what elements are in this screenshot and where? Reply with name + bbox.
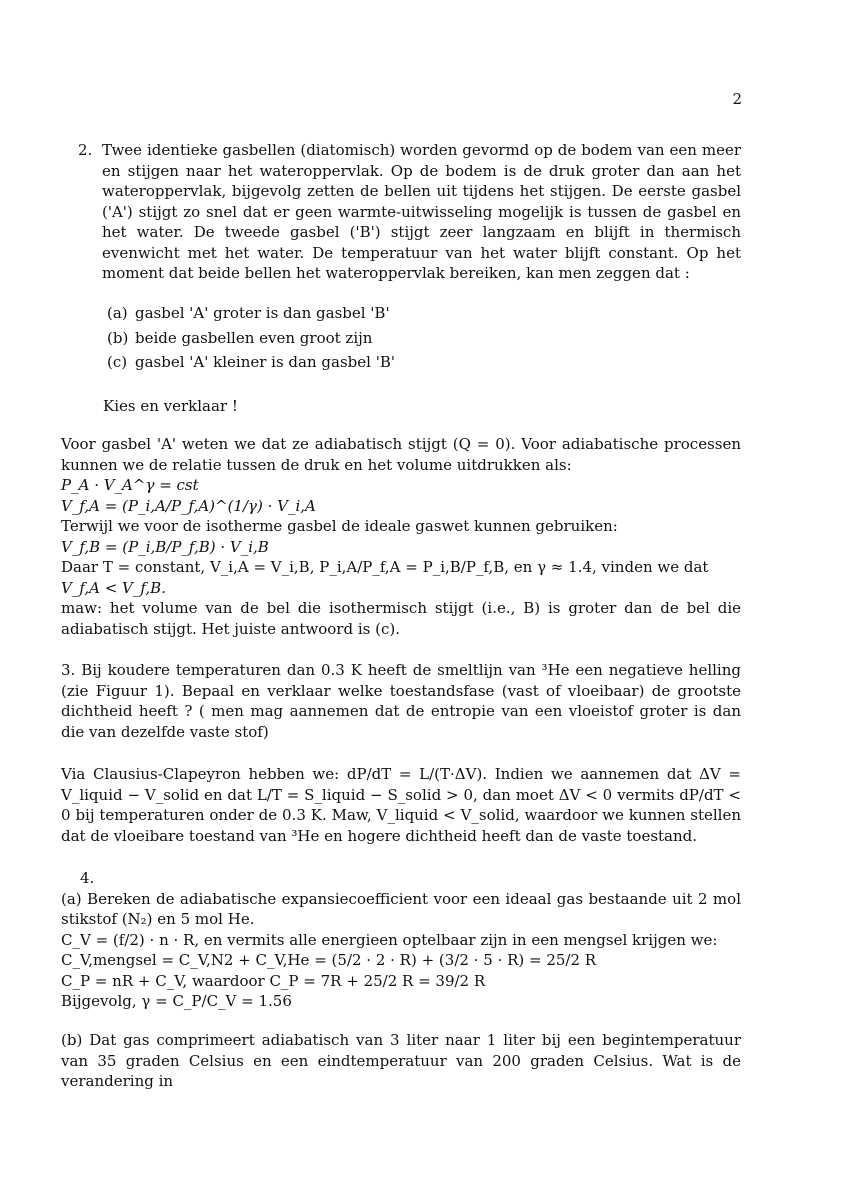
option-c-text: gasbel 'A' kleiner is dan gasbel 'B' <box>135 353 395 371</box>
answer-2-eq1: P_A · V_A^γ = cst <box>61 476 199 494</box>
answer-2-mid: Terwijl we voor de isotherme gasbel de ideale gaswet kunnen gebruiken: <box>61 517 618 535</box>
page-number: 2 <box>732 90 742 108</box>
answer-3: Via Clausius-Clapeyron hebben we: dP/dT = L/(T·ΔV). Indien we aannemen dat ΔV = V_liquid − V_solid en dat L/T = S_liquid − S_solid > 0, dan moet ΔV < 0 vermits dP/dT < 0 bij temperaturen onder de 0.3 K. Maw, V_liquid < V_solid, waardoor we kunnen stellen dat de vloeibare toestand van ³He en hogere dichtheid heeft dan de vaste toestand. <box>61 765 741 845</box>
option-c-label: (c) <box>107 353 128 371</box>
option-a <box>107 301 395 326</box>
question-3: 3. Bij koudere temperaturen dan 0.3 K heeft de smeltlijn van ³He een negatieve helling (zie Figuur 1). Bepaal en verklaar welke toestandsfase (vast of vloeibaar) de grootste dichtheid heeft ? ( men mag aannemen dat de entropie van een vloeistof groter is dan die van dezelfde vaste stof) <box>61 661 741 741</box>
question-2-number: 2. <box>78 141 93 159</box>
answer-2 <box>61 434 741 639</box>
option-a-label: (a) <box>107 304 128 322</box>
question-2-text: Twee identieke gasbellen (diatomisch) worden gevormd op de bodem van een meer en stijgen naar het wateroppervlak. Op de bodem is de druk groter dan aan het wateroppervlak, bijgevolg zetten de bellen uit tijdens het stijgen. De eerste gasbel ('A') stijgt zo snel dat er geen warmte-uitwisseling mogelijk is tussen de gasbel en het water. De tweede gasbel ('B') stijgt zeer langzaam en blijft in thermisch evenwicht met het water. De temperatuur van het water blijft constant. Op het moment dat beide bellen het wateroppervlak bereiken, kan men zeggen dat : <box>102 141 741 282</box>
option-c <box>107 350 395 375</box>
answer-2-eq3: V_f,B = (P_i,B/P_f,B) · V_i,B <box>61 537 269 556</box>
question-4a: (a) Bereken de adiabatische expansiecoefficient voor een ideaal gas bestaande uit 2 mol stikstof (N₂) en 5 mol He. <box>61 889 741 928</box>
answer-4a-cv-mix: C_V,mengsel = C_V,N2 + C_V,He = (5/2 · 2 · R) + (3/2 · 5 · R) = 25/2 R <box>61 951 597 969</box>
option-b-label: (b) <box>107 328 129 347</box>
answer-2-intro: Voor gasbel 'A' weten we dat ze adiabatisch stijgt (Q = 0). Voor adiabatische processen kunnen we de relatie tussen de druk en het volume uitdrukken als: <box>61 435 741 474</box>
question-4 <box>61 868 741 1012</box>
answer-4a-cv: C_V = (f/2) · n · R, en vermits alle energieen optelbaar zijn in een mengsel krijgen we: <box>61 930 718 949</box>
question-2 <box>78 140 741 284</box>
question-4b: (b) Dat gas comprimeert adiabatisch van 3 liter naar 1 liter bij een begintemperatuur van 35 graden Celsius en een eindtemperatuur van 200 graden Celsius. Wat is de verandering in <box>61 1031 741 1090</box>
question-4-number: 4. <box>80 869 95 887</box>
answer-2-eq4: V_f,A < V_f,B. <box>61 578 166 597</box>
answer-4a-cp: C_P = nR + C_V, waardoor C_P = 7R + 25/2 R = 39/2 R <box>61 971 486 990</box>
answer-2-eq2: V_f,A = (P_i,A/P_f,A)^(1/γ) · V_i,A <box>61 496 316 515</box>
option-b <box>107 326 395 351</box>
answer-2-daar: Daar T = constant, V_i,A = V_i,B, P_i,A/P_f,A = P_i,B/P_f,B, en γ ≈ 1.4, vinden we dat <box>61 558 709 576</box>
answer-2-conclusion: maw: het volume van de bel die isothermisch stijgt (i.e., B) is groter dan de bel die adiabatisch stijgt. Het juiste antwoord is (c). <box>61 599 741 638</box>
question-2-options <box>107 301 395 375</box>
question-2-instruction: Kies en verklaar ! <box>103 397 238 415</box>
answer-4a-gamma: Bijgevolg, γ = C_P/C_V = 1.56 <box>61 992 292 1010</box>
option-a-text: gasbel 'A' groter is dan gasbel 'B' <box>135 304 390 322</box>
option-b-text: beide gasbellen even groot zijn <box>135 328 373 347</box>
